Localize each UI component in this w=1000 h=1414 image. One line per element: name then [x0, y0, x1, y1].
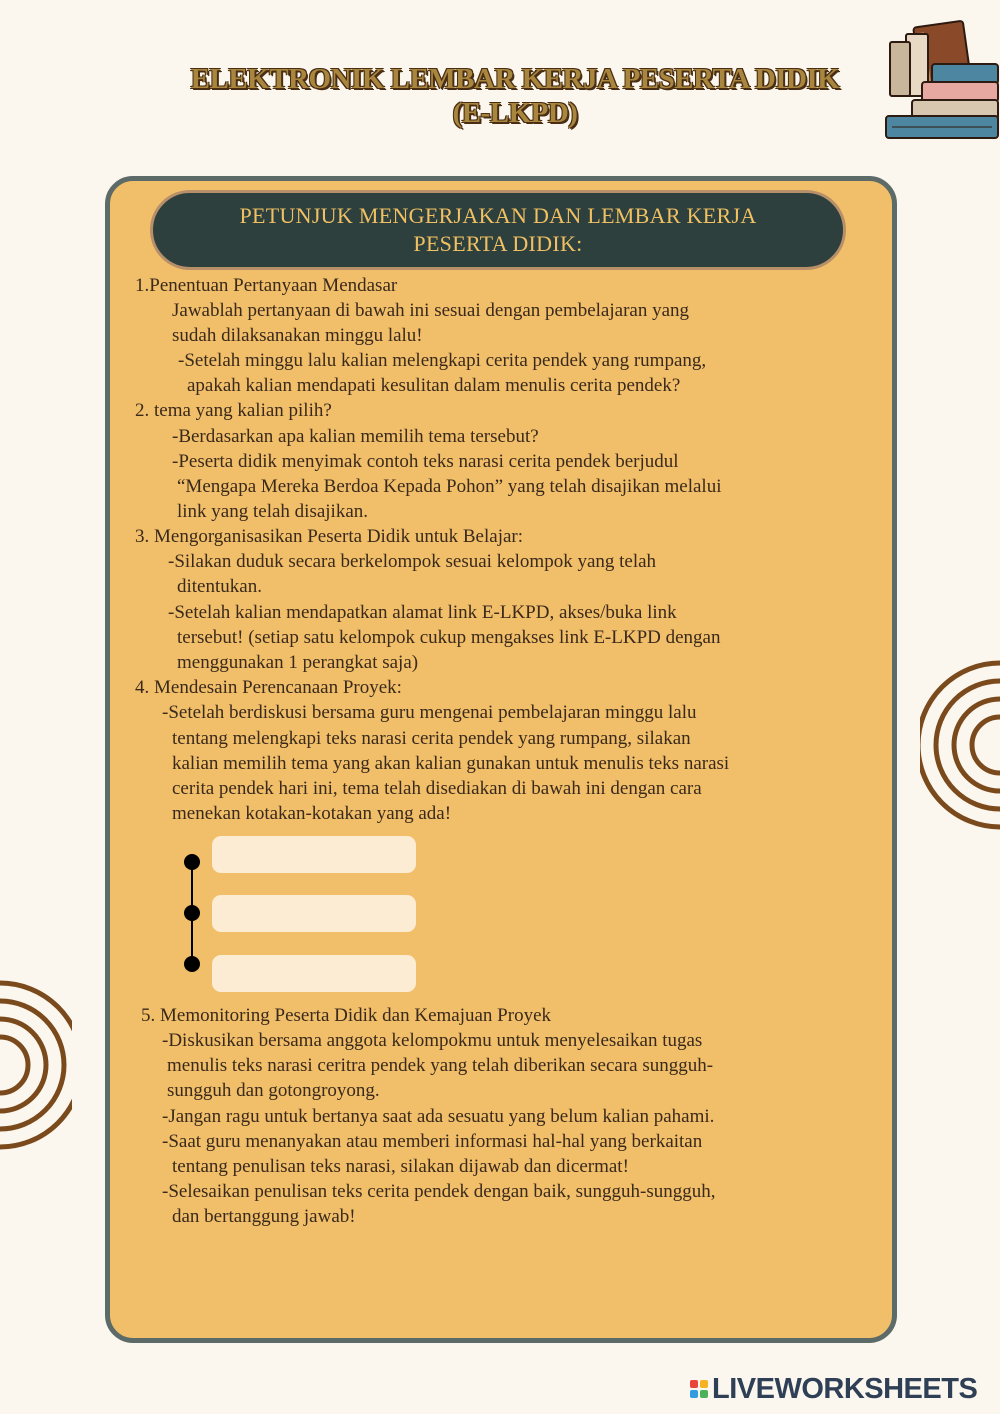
text-line: apakah kalian mendapati kesulitan dalam menulis cerita pendek? [187, 375, 681, 396]
decorative-arcs-right [920, 655, 1000, 835]
theme-option-3[interactable] [212, 955, 416, 992]
text-line: ditentukan. [177, 576, 262, 597]
text-line: tersebut! (setiap satu kelompok cukup mengakses link E-LKPD dengan [177, 627, 721, 648]
text-line: link yang telah disajikan. [177, 501, 369, 522]
theme-option-1[interactable] [212, 836, 416, 873]
page-title [150, 62, 880, 130]
text-line: -Peserta didik menyimak contoh teks narasi cerita pendek berjudul [172, 451, 679, 472]
text-line: tentang penulisan teks narasi, silakan dijawab dan dicermat! [172, 1156, 629, 1177]
text-line: -Setelah minggu lalu kalian melengkapi cerita pendek yang rumpang, [178, 350, 707, 371]
title-line-2: (E-LKPD) [452, 97, 578, 129]
bullet-dot [184, 854, 200, 870]
logo-tile [700, 1390, 708, 1398]
logo-tile [690, 1380, 698, 1388]
text-line: -Setelah kalian mendapatkan alamat link E-LKPD, akses/buka link [168, 602, 677, 623]
section-5-heading: 5. Memonitoring Peserta Didik dan Kemajuan Proyek [141, 1005, 552, 1026]
brand-name: LIVEWORKSHEETS [712, 1372, 978, 1405]
text-line: -Selesaikan penulisan teks cerita pendek dengan baik, sungguh-sungguh, [162, 1181, 716, 1202]
text-line: Jawablah pertanyaan di bawah ini sesuai dengan pembelajaran yang [172, 300, 690, 321]
text-line: -Jangan ragu untuk bertanya saat ada sesuatu yang belum kalian pahami. [162, 1106, 715, 1127]
text-line: -Diskusikan bersama anggota kelompokmu untuk menyelesaikan tugas [162, 1030, 703, 1051]
text-line: menulis teks narasi ceritra pendek yang telah diberikan secara sungguh- [167, 1055, 714, 1076]
liveworksheets-logo [690, 1372, 977, 1406]
instructions-header [150, 190, 846, 270]
section-2-heading: 2. tema yang kalian pilih? [135, 400, 332, 421]
decorative-arcs-left [0, 975, 72, 1155]
text-line: -Saat guru menanyakan atau memberi informasi hal-hal yang berkaitan [162, 1131, 703, 1152]
header-line-2: PESERTA DIDIK: [413, 231, 583, 256]
text-line: kalian memilih tema yang akan kalian gunakan untuk menulis teks narasi [172, 753, 730, 774]
bullet-dot [184, 905, 200, 921]
text-line: sungguh dan gotongroyong. [167, 1080, 380, 1101]
books-icon [882, 20, 1000, 142]
logo-tile [690, 1390, 698, 1398]
logo-tiles-icon [690, 1380, 708, 1398]
theme-option-2[interactable] [212, 895, 416, 932]
text-line: cerita pendek hari ini, tema telah disediakan di bawah ini dengan cara [172, 778, 702, 799]
text-line: “Mengapa Mereka Berdoa Kepada Pohon” yang telah disajikan melalui [177, 476, 722, 497]
section-4-heading: 4. Mendesain Perencanaan Proyek: [135, 677, 402, 698]
section-3-heading: 3. Mengorganisasikan Peserta Didik untuk Belajar: [135, 526, 524, 547]
logo-tile [700, 1380, 708, 1388]
text-line: menekan kotakan-kotakan yang ada! [172, 803, 452, 824]
text-line: tentang melengkapi teks narasi cerita pendek yang rumpang, silakan [172, 728, 691, 749]
text-line: dan bertanggung jawab! [172, 1206, 356, 1227]
text-line: -Silakan duduk secara berkelompok sesuai kelompok yang telah [168, 551, 657, 572]
text-line: menggunakan 1 perangkat saja) [177, 652, 419, 673]
text-line: sudah dilaksanakan minggu lalu! [172, 325, 423, 346]
section-1-heading: 1.Penentuan Pertanyaan Mendasar [135, 275, 398, 296]
text-line: -Berdasarkan apa kalian memilih tema tersebut? [172, 426, 539, 447]
header-line-1: PETUNJUK MENGERJAKAN DAN LEMBAR KERJA [239, 203, 757, 228]
title-line-1: ELEKTRONIK LEMBAR KERJA PESERTA DIDIK [190, 63, 840, 95]
bullet-dot [184, 956, 200, 972]
text-line: -Setelah berdiskusi bersama guru mengenai pembelajaran minggu lalu [162, 702, 697, 723]
